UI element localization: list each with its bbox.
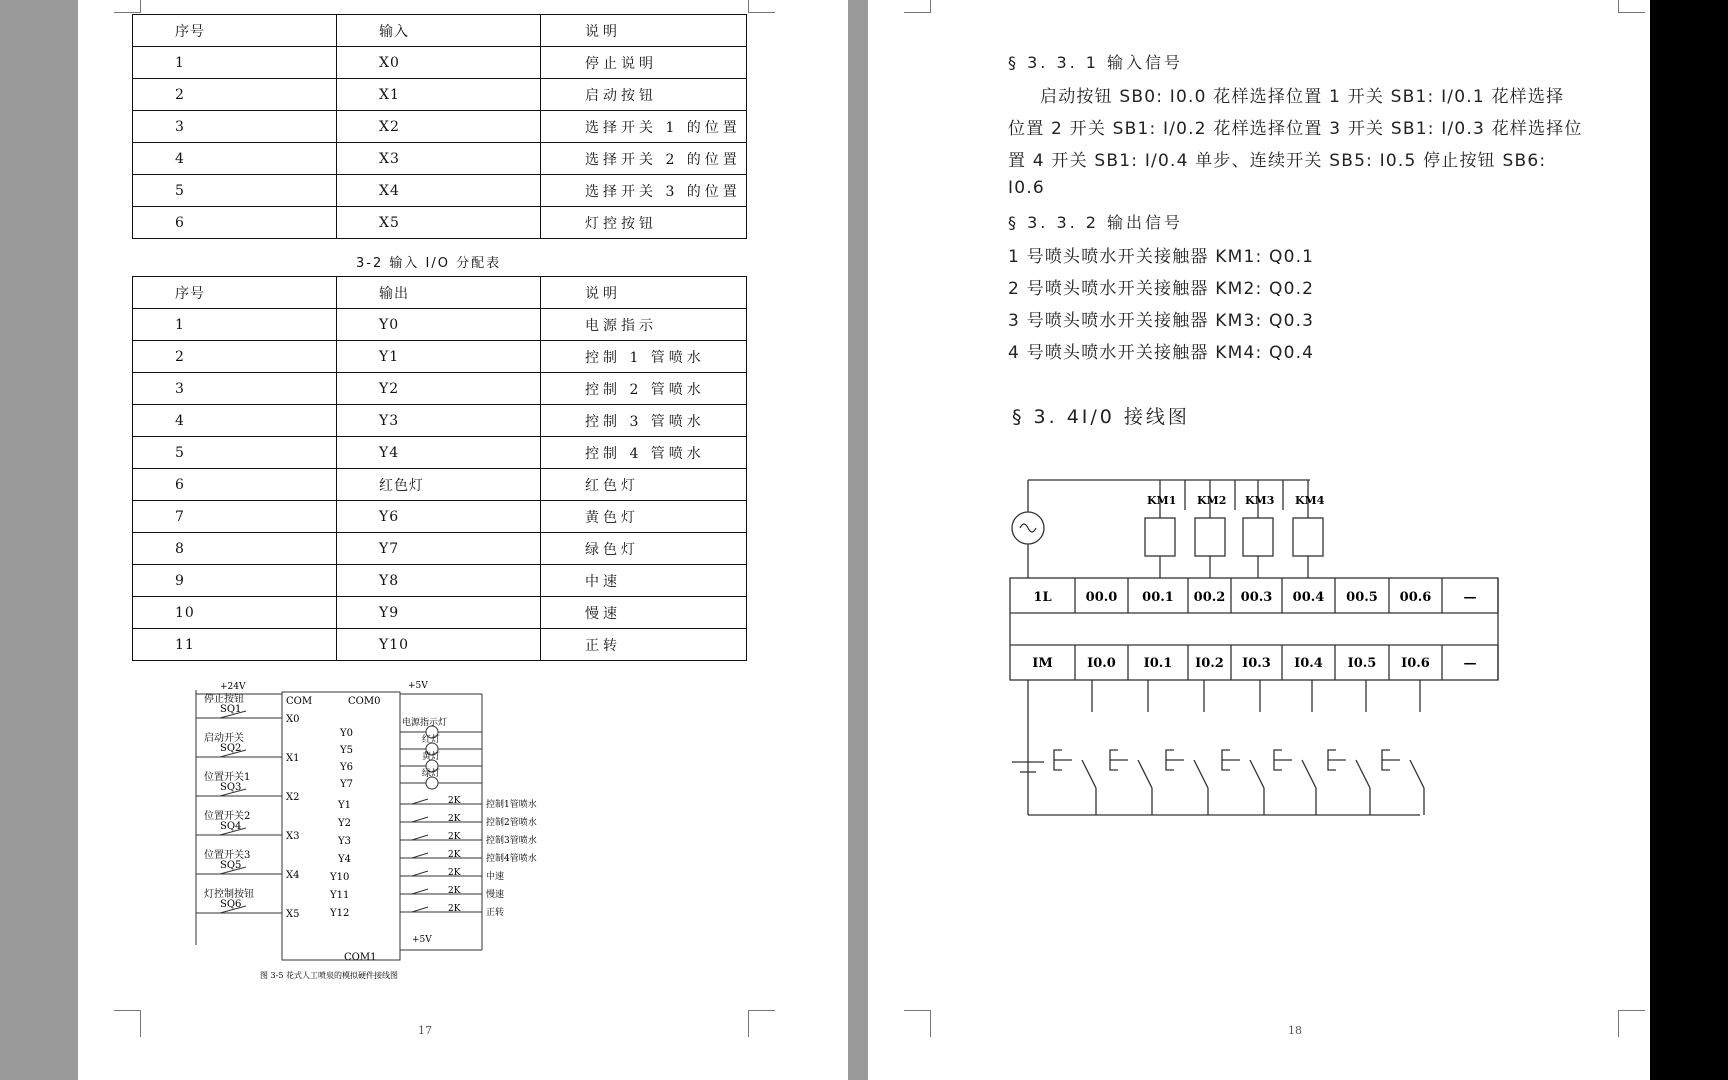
- y-terminal: Y12: [330, 908, 350, 919]
- y-terminal: Y4: [338, 854, 351, 865]
- table-cell: 3: [133, 373, 337, 405]
- crop-mark: [114, 0, 141, 13]
- table-cell: 5: [133, 437, 337, 469]
- coil-label: KM4: [1295, 494, 1325, 507]
- crop-mark: [748, 1010, 775, 1037]
- table-cell: 11: [133, 629, 337, 661]
- relay-output-label: 控制3管喷水: [486, 836, 537, 846]
- relay-contact: [412, 871, 428, 876]
- relay-contact: [412, 799, 428, 804]
- output-terminal-label: 1L: [1033, 590, 1052, 605]
- x-terminal: X0: [286, 714, 300, 725]
- relay-contact: [412, 853, 428, 858]
- switch-code: SQ4: [220, 821, 242, 832]
- table-header-cell: 序号: [133, 277, 337, 309]
- input-table-caption: 3-2 输入 I/O 分配表: [356, 256, 502, 271]
- relay-output-label: 控制1管喷水: [486, 800, 537, 810]
- switch-code: SQ5: [220, 860, 242, 871]
- relay-output-label: 控制2管喷水: [486, 818, 537, 828]
- table-cell: 4: [133, 143, 337, 175]
- table-cell: 6: [133, 469, 337, 501]
- input-terminal-label: I0.2: [1195, 656, 1224, 671]
- relay-coil-label: 2K: [448, 850, 461, 860]
- relay-coil-label: 2K: [448, 886, 461, 896]
- table-header-cell: 输入: [337, 15, 541, 47]
- table-cell: Y1: [337, 341, 541, 373]
- table-header-cell: 序号: [133, 15, 337, 47]
- table-cell: Y3: [337, 405, 541, 437]
- contactor-coil: [1243, 518, 1273, 556]
- switch-contact-icon: [1410, 760, 1424, 788]
- section-input-signal-heading: § 3. 3. 1 输入信号: [1008, 53, 1184, 72]
- relay-output-label: 控制4管喷水: [486, 854, 537, 864]
- table-cell: 绿色灯: [541, 533, 747, 565]
- x-terminal: X1: [286, 753, 300, 764]
- switch-code: SQ3: [220, 782, 242, 793]
- relay-output-label: 慢速: [486, 890, 505, 900]
- crop-mark: [748, 0, 775, 13]
- hardware-wiring-diagram: [190, 680, 590, 985]
- com1-label: COM1: [344, 952, 377, 963]
- input-terminal-label: I0.0: [1087, 656, 1116, 671]
- table-cell: Y0: [337, 309, 541, 341]
- push-button-icon: [1328, 750, 1346, 770]
- output-terminal-label: 00.3: [1240, 590, 1273, 605]
- input-io-table: [132, 14, 747, 239]
- switch-label: 启动开关: [204, 733, 244, 744]
- table-cell: 控制 1 管喷水: [541, 341, 747, 373]
- table-cell: Y4: [337, 437, 541, 469]
- relay-output-label: 正转: [486, 908, 505, 918]
- coil-label: KM3: [1245, 494, 1275, 507]
- crop-mark: [114, 1010, 141, 1037]
- switch-code: SQ6: [220, 899, 242, 910]
- table-cell: 4: [133, 405, 337, 437]
- table-header-cell: 说明: [541, 277, 747, 309]
- x-terminal: X2: [286, 792, 300, 803]
- y-terminal: Y3: [338, 836, 351, 847]
- contactor-coil: [1293, 518, 1323, 556]
- table-row: [133, 309, 747, 341]
- relay-coil-label: 2K: [448, 904, 461, 914]
- table-cell: Y2: [337, 373, 541, 405]
- y-terminal: Y5: [340, 745, 353, 756]
- table-cell: Y9: [337, 597, 541, 629]
- output-signal-line: 2 号喷头喷水开关接触器 KM2: Q0.2: [1008, 279, 1315, 299]
- table-header-row: [133, 277, 747, 309]
- table-cell: 电源指示: [541, 309, 747, 341]
- table-row: [133, 111, 747, 143]
- table-cell: X3: [337, 143, 541, 175]
- plus5v-top-label: +5V: [408, 681, 428, 691]
- relay-contact: [412, 907, 428, 912]
- switch-label: 位置开关1: [204, 772, 251, 783]
- output-signal-line: 3 号喷头喷水开关接触器 KM3: Q0.3: [1008, 311, 1315, 331]
- switch-label: 位置开关3: [204, 850, 251, 861]
- table-cell: 控制 2 管喷水: [541, 373, 747, 405]
- com-label: COM: [286, 696, 313, 707]
- table-cell: 灯控按钮: [541, 207, 747, 239]
- table-row: [133, 437, 747, 469]
- y-terminal: Y10: [330, 872, 350, 883]
- table-cell: Y8: [337, 565, 541, 597]
- push-button-icon: [1166, 750, 1184, 770]
- relay-contact: [412, 835, 428, 840]
- table-cell: 选择开关 3 的位置: [541, 175, 747, 207]
- table-cell: 选择开关 1 的位置: [541, 111, 747, 143]
- table-cell: 7: [133, 501, 337, 533]
- com0-label: COM0: [348, 696, 381, 707]
- input-terminal-label: I0.3: [1242, 656, 1271, 671]
- input-terminal-label: IM: [1032, 656, 1053, 671]
- table-cell: 正转: [541, 629, 747, 661]
- output-terminal-label: 00.5: [1346, 590, 1378, 605]
- y-terminal: Y1: [338, 800, 351, 811]
- plc-io-wiring-diagram: [1000, 470, 1520, 830]
- table-header-cell: 说明: [541, 15, 747, 47]
- y-terminal: Y7: [340, 779, 353, 790]
- y-terminal: Y6: [340, 762, 353, 773]
- section-wiring-heading: § 3. 4I/0 接线图: [1012, 406, 1190, 428]
- table-cell: 10: [133, 597, 337, 629]
- plus5v-bottom-label: +5V: [412, 935, 432, 945]
- table-cell: Y10: [337, 629, 541, 661]
- table-cell: 控制 3 管喷水: [541, 405, 747, 437]
- push-button-icon: [1382, 750, 1400, 770]
- table-cell: 1: [133, 47, 337, 79]
- output-terminal-label: 00.4: [1292, 590, 1325, 605]
- table-cell: 5: [133, 175, 337, 207]
- table-cell: 6: [133, 207, 337, 239]
- x-terminal: X5: [286, 909, 300, 920]
- table-row: [133, 341, 747, 373]
- push-button-icon: [1274, 750, 1292, 770]
- table-cell: 启动按钮: [541, 79, 747, 111]
- table-row: [133, 629, 747, 661]
- lamp-label: 电源指示灯: [402, 718, 448, 728]
- table-cell: 黄色灯: [541, 501, 747, 533]
- switch-label: 灯控制按钮: [204, 889, 254, 900]
- table-row: [133, 175, 747, 207]
- switch-contact-icon: [1302, 760, 1316, 788]
- page-number: 17: [418, 1024, 432, 1037]
- switch-label: 位置开关2: [204, 811, 251, 822]
- contactor-coil: [1195, 518, 1225, 556]
- table-cell: X0: [337, 47, 541, 79]
- input-terminal-label: —: [1463, 656, 1477, 671]
- push-button-icon: [1054, 750, 1072, 770]
- input-signal-line: 置 4 开关 SB1: I/0.4 单步、连续开关 SB5: I0.5 停止按钮 SB6:: [1008, 151, 1547, 171]
- switch-code: SQ2: [220, 743, 242, 754]
- crop-mark: [904, 0, 931, 13]
- output-signal-line: 4 号喷头喷水开关接触器 KM4: Q0.4: [1008, 343, 1315, 363]
- input-terminal-label: I0.5: [1347, 656, 1377, 671]
- table-row: [133, 47, 747, 79]
- table-cell: 红色灯: [337, 469, 541, 501]
- table-row: [133, 533, 747, 565]
- switch-contact-icon: [1250, 760, 1264, 788]
- table-cell: Y7: [337, 533, 541, 565]
- coil-label: KM1: [1147, 494, 1177, 507]
- relay-contact: [412, 817, 428, 822]
- table-cell: X2: [337, 111, 541, 143]
- input-signal-line: 启动按钮 SB0: I0.0 花样选择位置 1 开关 SB1: I/0.1 花样选择: [1040, 87, 1565, 107]
- table-cell: 9: [133, 565, 337, 597]
- crop-mark: [1618, 1010, 1645, 1037]
- output-terminal-label: 00.0: [1085, 590, 1118, 605]
- table-cell: 1: [133, 309, 337, 341]
- switch-contact-icon: [1082, 760, 1096, 788]
- push-button-icon: [1110, 750, 1128, 770]
- switch-contact-icon: [1356, 760, 1370, 788]
- section-output-signal-heading: § 3. 3. 2 输出信号: [1008, 213, 1184, 232]
- y-terminal: Y2: [338, 818, 351, 829]
- relay-coil-label: 2K: [448, 796, 461, 806]
- coil-label: KM2: [1197, 494, 1227, 507]
- table-row: [133, 207, 747, 239]
- relay-coil-label: 2K: [448, 832, 461, 842]
- y-terminal: Y11: [330, 890, 350, 901]
- crop-mark: [904, 1010, 931, 1037]
- table-cell: 慢速: [541, 597, 747, 629]
- table-row: [133, 79, 747, 111]
- push-button-icon: [1222, 750, 1240, 770]
- table-cell: X1: [337, 79, 541, 111]
- crop-mark: [1618, 0, 1645, 13]
- output-terminal-label: 00.6: [1399, 590, 1432, 605]
- table-cell: 8: [133, 533, 337, 565]
- table-cell: 选择开关 2 的位置: [541, 143, 747, 175]
- switch-code: SQ1: [220, 704, 242, 715]
- diagram-caption: 图 3-5 花式人工喷泉的模拟硬件接线图: [260, 971, 398, 980]
- x-terminal: X4: [286, 870, 300, 881]
- output-signal-line: 1 号喷头喷水开关接触器 KM1: Q0.1: [1008, 247, 1315, 267]
- table-cell: 3: [133, 111, 337, 143]
- lamp-label: 黄灯: [422, 752, 441, 762]
- input-terminal-label: I0.1: [1143, 656, 1173, 671]
- x-terminal: X3: [286, 831, 300, 842]
- switch-contact-icon: [1138, 760, 1152, 788]
- lamp-label: 绿灯: [422, 769, 441, 779]
- table-cell: X5: [337, 207, 541, 239]
- input-terminal-label: I0.4: [1294, 656, 1323, 671]
- table-row: [133, 373, 747, 405]
- relay-coil-label: 2K: [448, 868, 461, 878]
- table-cell: Y6: [337, 501, 541, 533]
- table-cell: 2: [133, 341, 337, 373]
- table-row: [133, 501, 747, 533]
- relay-contact: [412, 889, 428, 894]
- table-header-row: [133, 15, 747, 47]
- input-signal-line: 位置 2 开关 SB1: I/0.2 花样选择位置 3 开关 SB1: I/0.3 花样选择位: [1008, 119, 1583, 139]
- table-header-cell: 输出: [337, 277, 541, 309]
- table-cell: 中速: [541, 565, 747, 597]
- output-terminal-label: —: [1463, 590, 1477, 605]
- table-row: [133, 405, 747, 437]
- table-cell: 控制 4 管喷水: [541, 437, 747, 469]
- table-cell: 红色灯: [541, 469, 747, 501]
- output-io-table: [132, 276, 747, 661]
- switch-label: 停止按钮: [204, 694, 244, 705]
- lamp-label: 红灯: [422, 735, 441, 745]
- input-terminal-label: I0.6: [1401, 656, 1430, 671]
- input-signal-line: I0.6: [1008, 178, 1045, 198]
- table-cell: X4: [337, 175, 541, 207]
- y-terminal: Y0: [340, 728, 353, 739]
- table-cell: 停止说明: [541, 47, 747, 79]
- page-number: 18: [1288, 1024, 1302, 1037]
- table-row: [133, 597, 747, 629]
- relay-output-label: 中速: [486, 872, 505, 882]
- plus24v-label: +24V: [220, 682, 246, 692]
- table-row: [133, 469, 747, 501]
- table-row: [133, 565, 747, 597]
- output-terminal-label: 00.1: [1142, 590, 1174, 605]
- table-row: [133, 143, 747, 175]
- contactor-coil: [1145, 518, 1175, 556]
- table-cell: 2: [133, 79, 337, 111]
- relay-coil-label: 2K: [448, 814, 461, 824]
- switch-contact-icon: [1194, 760, 1208, 788]
- output-terminal-label: 00.2: [1193, 590, 1226, 605]
